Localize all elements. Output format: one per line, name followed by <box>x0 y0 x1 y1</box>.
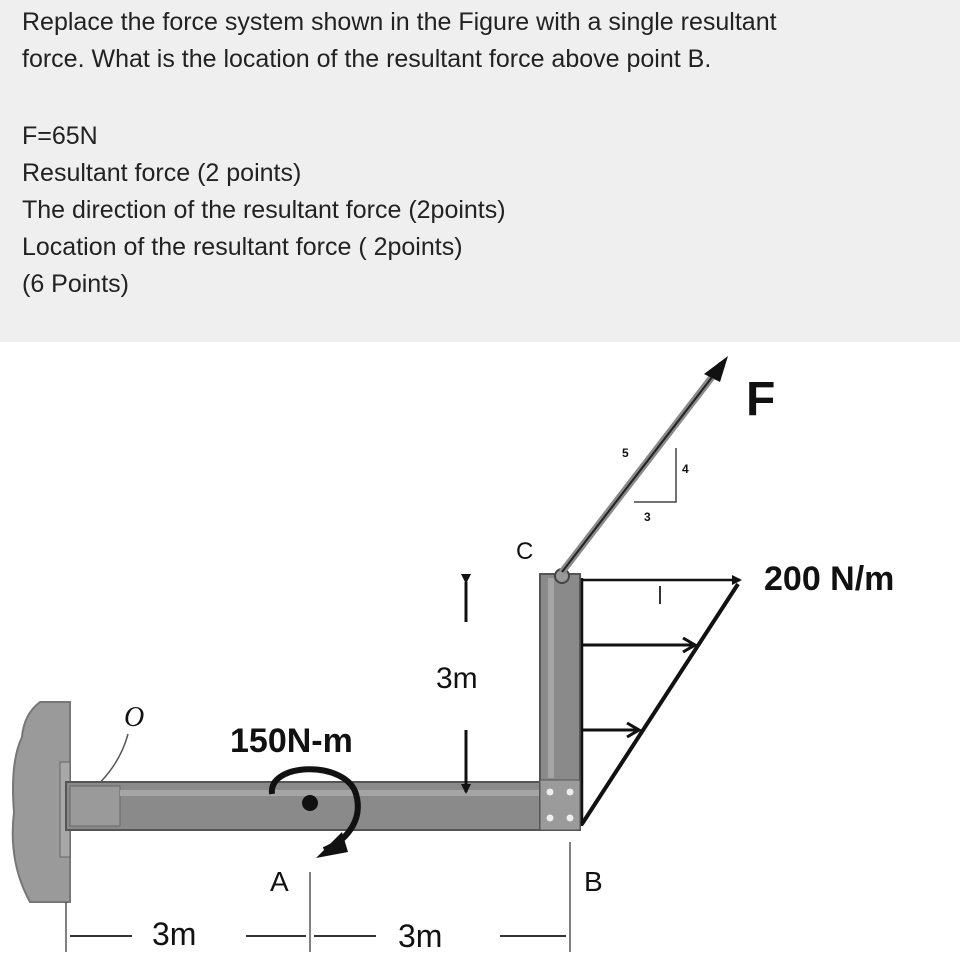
horizontal-beam <box>66 782 576 830</box>
dim-left-label: 3m <box>152 916 197 952</box>
question-line-2: force. What is the location of the resultant force above point B. <box>22 45 712 73</box>
dim-vertical-label: 3m <box>436 662 478 695</box>
column-highlight <box>548 578 554 778</box>
question-text <box>22 4 942 303</box>
item-total-points: (6 Points) <box>22 270 129 298</box>
bolt <box>547 815 554 822</box>
bolt <box>567 815 574 822</box>
moment-label: 150N-m <box>230 722 353 760</box>
joint-plate <box>540 780 580 830</box>
item-resultant-force: Resultant force (2 points) <box>22 159 302 187</box>
figure-drawing <box>0 342 960 962</box>
point-b-label: B <box>584 866 603 897</box>
given-force: F=65N <box>22 122 98 150</box>
bolt <box>547 789 554 796</box>
force-f-label: F <box>746 373 776 426</box>
point-c-label: C <box>516 538 534 565</box>
item-direction: The direction of the resultant force (2points) <box>22 196 506 224</box>
force-f-line <box>562 372 716 572</box>
item-location: Location of the resultant force ( 2points) <box>22 233 463 261</box>
dim-right-label: 3m <box>398 918 443 954</box>
beam-highlight <box>120 790 540 796</box>
slope-label-run: 3 <box>644 510 651 524</box>
slope-label-hyp: 5 <box>622 446 629 460</box>
beam-sleeve <box>70 786 120 826</box>
spacer <box>22 78 942 118</box>
point-o-label: O <box>124 702 145 733</box>
mechanics-figure <box>0 342 960 962</box>
point-a-dot <box>302 795 318 811</box>
question-line-1: Replace the force system shown in the Figure with a single resultant <box>22 8 777 36</box>
distributed-load-label: 200 N/m <box>764 560 895 598</box>
load-envelope <box>582 584 738 824</box>
point-a-label: A <box>270 866 289 897</box>
slope-label-rise: 4 <box>682 462 689 476</box>
bolt <box>567 789 574 796</box>
